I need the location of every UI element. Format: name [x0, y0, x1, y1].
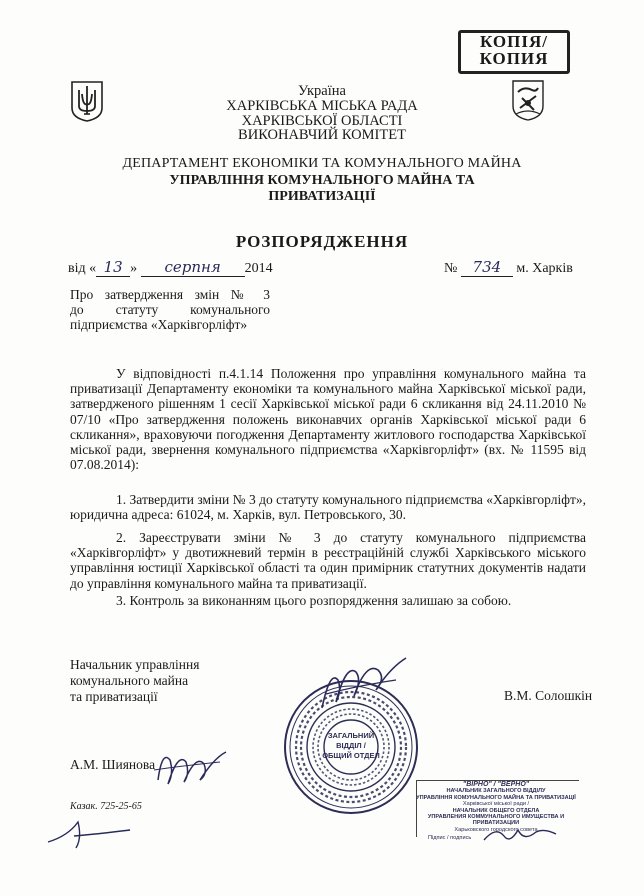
handwritten-signature-icon: [316, 650, 412, 720]
copy-stamp-line2: КОПИЯ: [479, 49, 549, 68]
verify-line2: НАЧАЛЬНИК ЗАГАЛЬНОГО ВІДДІЛУ: [446, 788, 546, 795]
item-3-paragraph: 3. Контроль за виконанням цього розпорядження залишаю за собою.: [116, 593, 512, 608]
verify-line4: Харківської міської ради /: [462, 801, 530, 808]
document-date: [68, 258, 273, 277]
document-subject: [70, 287, 270, 332]
city-name: м. Харків: [516, 261, 573, 276]
number-prefix: №: [444, 261, 458, 276]
position-line1: Начальник управління: [70, 657, 200, 672]
council-name: ХАРКІВСЬКА МІСЬКА РАДА: [226, 98, 418, 114]
signatory-name: В.М. Солошкін: [504, 688, 593, 703]
number-value: 734: [461, 258, 513, 277]
verify-signature-icon: [480, 822, 560, 848]
date-mid: »: [130, 261, 138, 276]
seal-center-line2: ВІДДІЛ /: [336, 741, 366, 750]
verify-line7: Харьковского городского совета: [454, 826, 538, 833]
document-title: РОЗПОРЯДЖЕННЯ: [235, 232, 409, 251]
country-name: Україна: [298, 83, 346, 99]
subject-line1: Про затвердження змін № 3: [70, 287, 270, 302]
position-line2: комунального майна: [70, 673, 189, 688]
kharkiv-coat-of-arms-icon: [510, 78, 546, 122]
copy-stamp-line1: КОПІЯ/: [480, 32, 548, 51]
signatory-position: [70, 657, 199, 705]
directorate-line2: ПРИВАТИЗАЦІЇ: [268, 189, 376, 204]
trident-emblem-icon: [70, 80, 104, 122]
item-1-paragraph: 1. Затвердити зміни № 3 до статуту комунального підприємства «Харківгорліфт», юридична адреса: 61024, м. Харків, вул. Петровського, 30.: [70, 492, 586, 523]
date-day: 13: [96, 258, 130, 277]
date-prefix: від «: [68, 261, 97, 276]
verify-line1: "ВІРНО" / "ВЕРНО": [462, 781, 530, 788]
seal-center-line1: ЗАГАЛЬНИЙ: [327, 731, 375, 740]
seal-center-line3: ОБЩИЙ ОТДЕЛ: [322, 751, 380, 760]
position-line3: та приватизації: [70, 689, 158, 704]
region-name: ХАРКІВСЬКОЇ ОБЛАСТІ: [241, 113, 403, 129]
preamble-paragraph: У відповідності п.4.1.14 Положення про управління комунального майна та приватизації Департаменту економіки та комунального майна Харківської міської ради, затвердженого рішенням 1 сесії Харківської міської ради 6 скликання від 24.11.2010 № 07/10 «Про затвердження положень виконавчих органів Харківської міської ради 6 скликання», враховуючи погодження Департаменту житлового господарства Харківської міської ради, звернення комунального підприємства «Харківгорліфт» (вх. № 11595 від 07.08.2014):: [70, 366, 586, 473]
date-month: серпня: [141, 258, 245, 277]
subject-line2: до статуту комунального: [70, 302, 270, 317]
verify-line5: НАЧАЛЬНИК ОБЩЕГО ОТДЕЛА: [452, 807, 540, 814]
item-2-paragraph: 2. Зареєструвати зміни № 3 до статуту комунального підприємства «Харківгорліфт» у двотижневий термін в реєстраційній службі Харківського міського управління юстиції Харківської області та один примірник статутних документів надати до управління комунального майна та приватизації.: [70, 530, 586, 591]
directorate-line1: УПРАВЛІННЯ КОМУНАЛЬНОГО МАЙНА ТА: [169, 173, 475, 188]
pen-mark-icon: [38, 812, 138, 852]
verify-line8: Підпис / подпись: [428, 835, 472, 842]
verify-line6: УПРАВЛЕНИЯ КОММУНАЛЬНОГО ИМУЩЕСТВА И ПРИВАТИЗАЦИИ: [427, 814, 565, 827]
subject-line3: підприємства «Харківгорліфт»: [70, 317, 248, 332]
executor-phone: Казак. 725-25-65: [70, 801, 142, 812]
date-year: 2014: [244, 261, 273, 276]
directorate-name: [60, 173, 584, 205]
copy-stamp: [458, 30, 570, 74]
executor-signature-icon: [150, 740, 230, 792]
document-number: [444, 258, 573, 277]
committee-name: ВИКОНАВЧИЙ КОМІТЕТ: [238, 127, 406, 143]
department-name: ДЕПАРТАМЕНТ ЕКОНОМІКИ ТА КОМУНАЛЬНОГО МАЙНА: [122, 156, 522, 171]
verify-line3: УПРАВЛІННЯ КОМУНАЛЬНОГО МАЙНА ТА ПРИВАТИЗАЦІЇ: [416, 794, 576, 801]
executor-name: А.М. Шиянова: [70, 757, 156, 772]
